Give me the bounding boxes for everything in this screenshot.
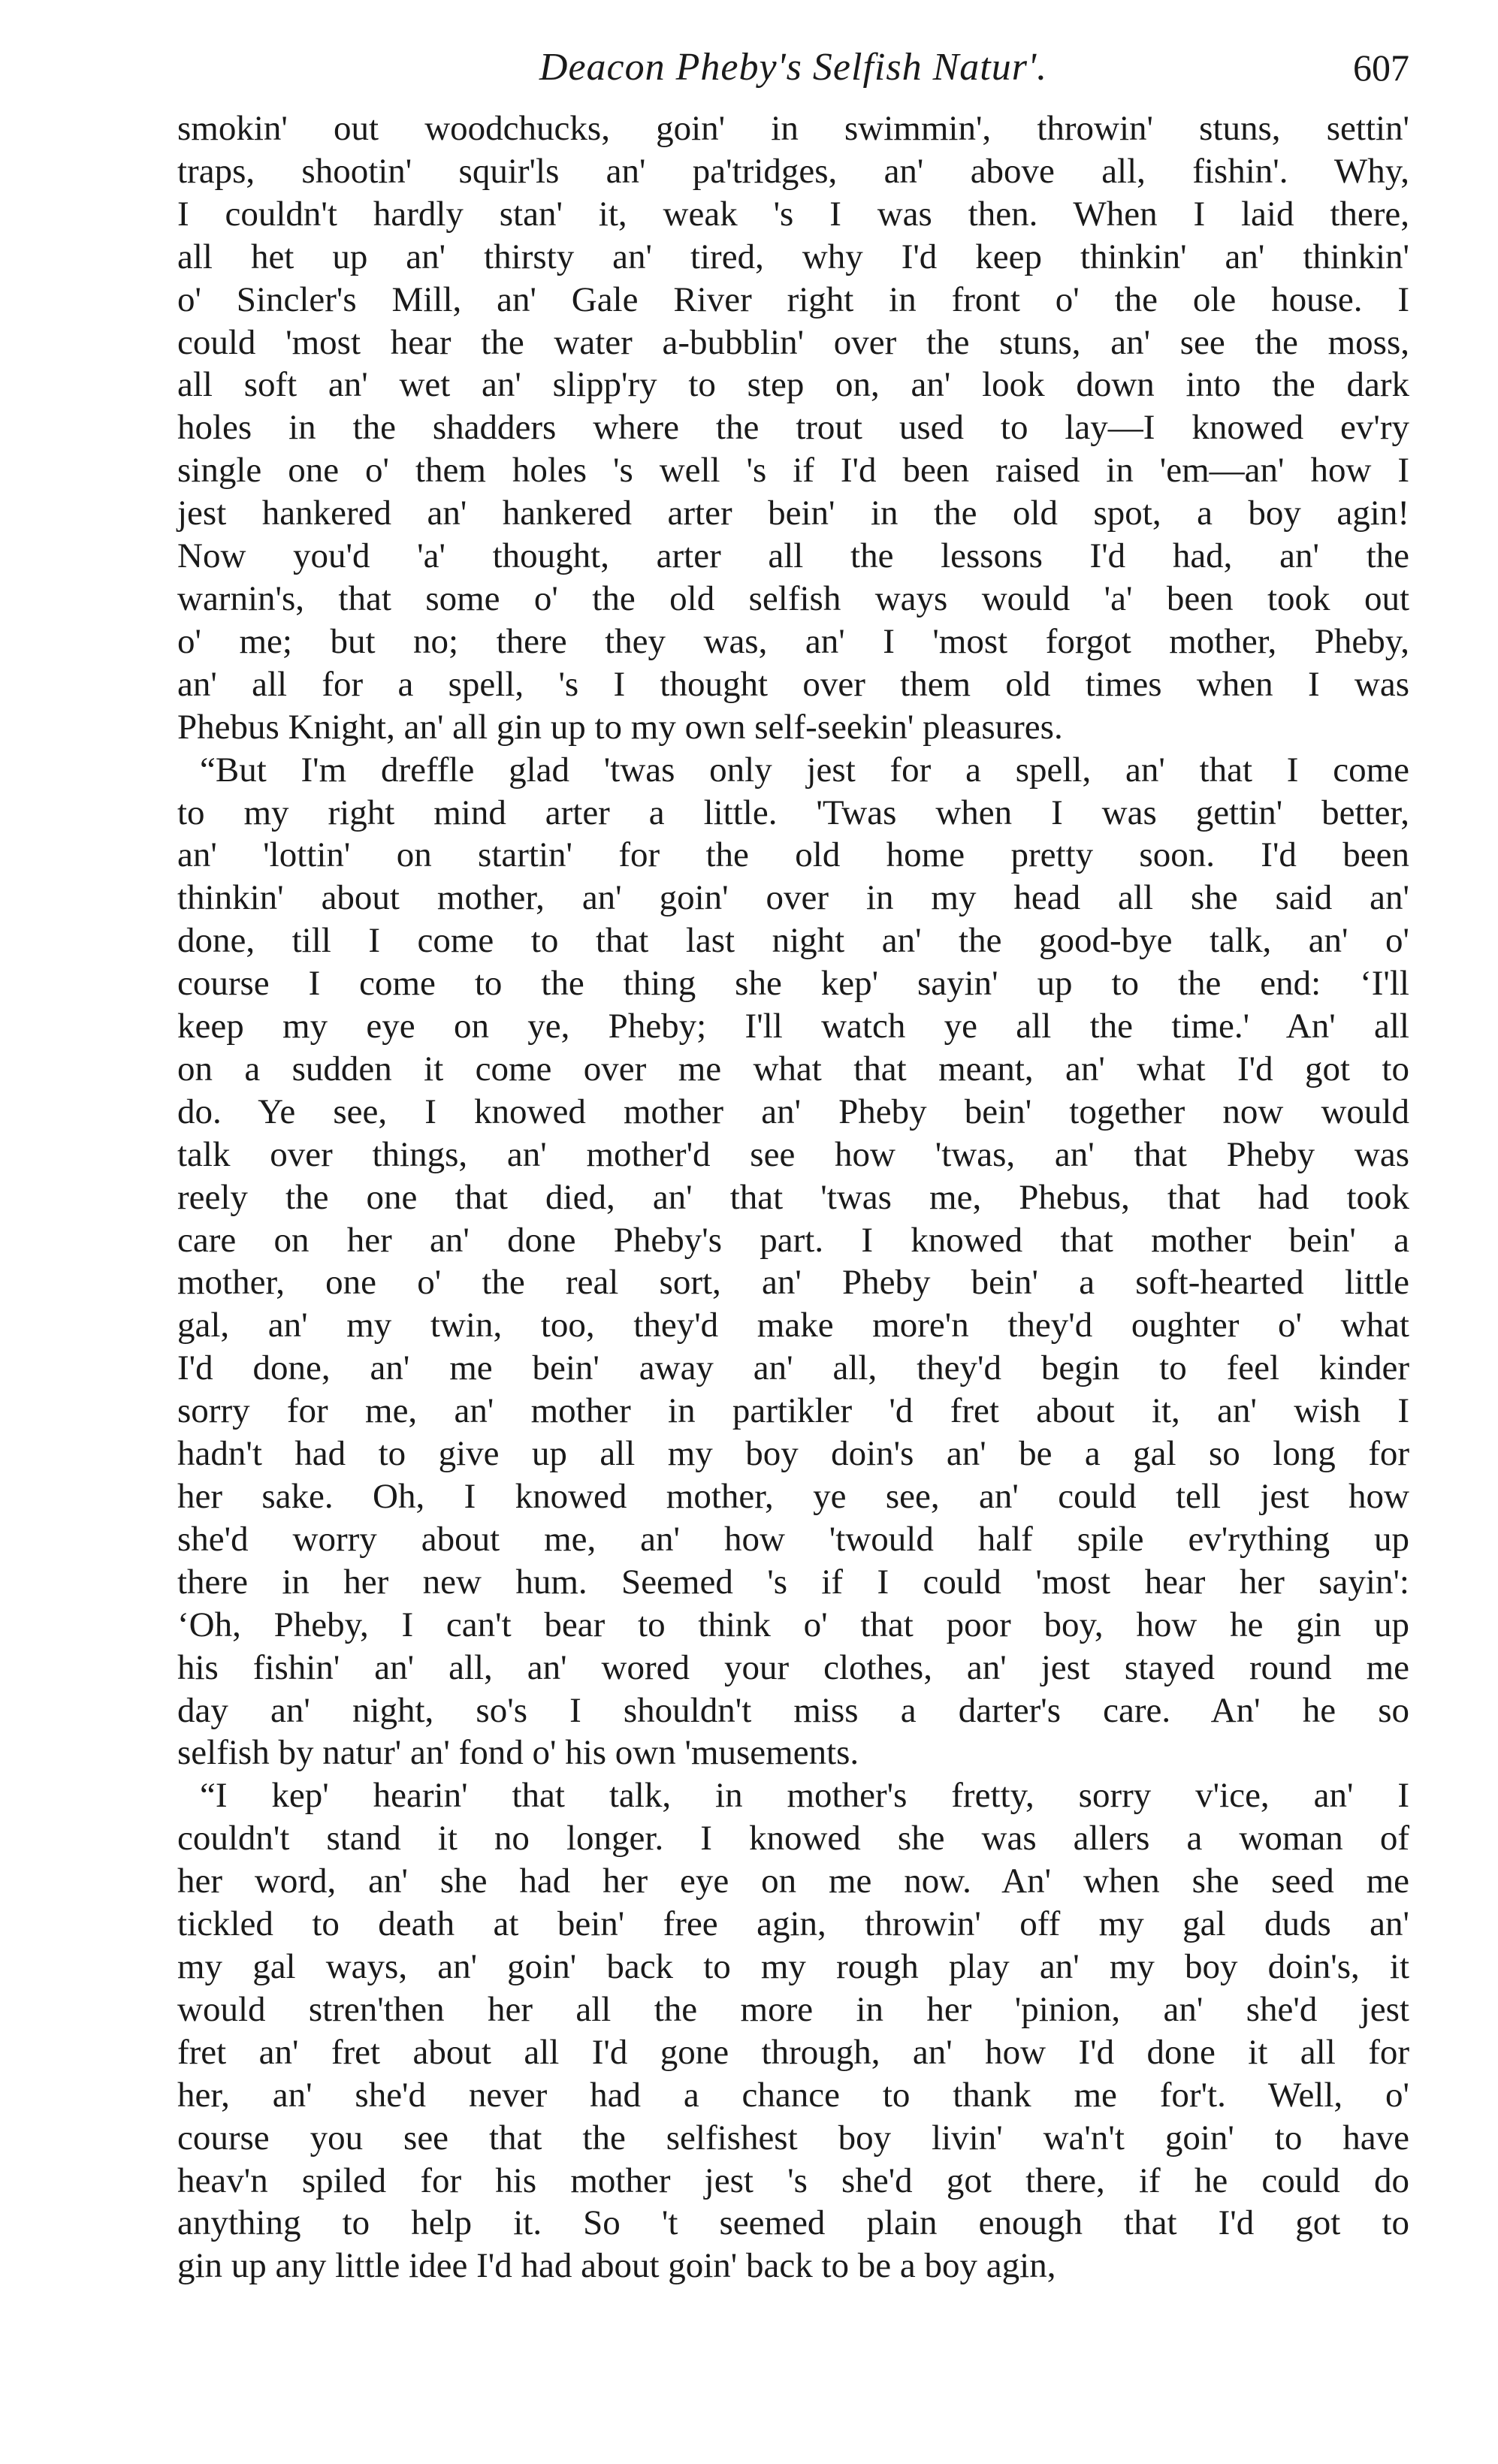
book-page xyxy=(177,41,1409,2287)
text-line: heav'n spiled for his mother jest 's she'd got there, if he could do xyxy=(177,2161,1409,2200)
text-line: could 'most hear the water a-bubblin' over the stuns, an' see the moss, xyxy=(177,322,1409,362)
text-line: to my right mind arter a little. 'Twas when I was gettin' better, xyxy=(177,793,1409,832)
paragraph xyxy=(177,107,1409,749)
text-line: his fishin' an' all, an' wored your clothes, an' jest stayed round me xyxy=(177,1647,1409,1687)
paragraph xyxy=(177,749,1409,1775)
text-line: selfish by natur' an' fond o' his own 'musements. xyxy=(177,1733,859,1773)
paragraph xyxy=(177,1774,1409,2287)
text-line: hadn't had to give up all my boy doin's an' be a gal so long for xyxy=(177,1434,1409,1474)
body-text xyxy=(177,107,1409,2287)
text-line: my gal ways, an' goin' back to my rough play an' my boy doin's, it xyxy=(177,1946,1409,1986)
text-line: her, an' she'd never had a chance to thank me for't. Well, o' xyxy=(177,2075,1409,2115)
text-line: fret an' fret about all I'd gone through, an' how I'd done it all for xyxy=(177,2032,1409,2072)
text-line: mother, one o' the real sort, an' Pheby bein' a soft-hearted little xyxy=(177,1263,1409,1303)
text-line: on a sudden it come over me what that meant, an' what I'd got to xyxy=(177,1049,1409,1089)
page-number: 607 xyxy=(1353,47,1409,89)
text-line: an' 'lottin' on startin' for the old home pretty soon. I'd been xyxy=(177,835,1409,875)
text-line: gal, an' my twin, too, they'd make more'n they'd oughter o' what xyxy=(177,1306,1409,1345)
text-line: reely the one that died, an' that 'twas me, Phebus, that had took xyxy=(177,1177,1409,1217)
page-header xyxy=(177,41,1409,94)
running-title: Deacon Pheby's Selfish Natur'. xyxy=(539,46,1048,89)
text-line: she'd worry about me, an' how 'twould half spile ev'rything up xyxy=(177,1519,1409,1559)
text-line: course you see that the selfishest boy livin' wa'n't goin' to have xyxy=(177,2118,1409,2158)
text-line: I'd done, an' me bein' away an' all, they'd begin to feel kinder xyxy=(177,1348,1409,1388)
text-line: anything to help it. So 't seemed plain enough that I'd got to xyxy=(177,2203,1409,2243)
text-line: couldn't stand it no longer. I knowed she was allers a woman of xyxy=(177,1819,1409,1859)
text-line: day an' night, so's I shouldn't miss a darter's care. An' he so xyxy=(177,1690,1409,1730)
text-line: an' all for a spell, 's I thought over them old times when I was xyxy=(177,664,1409,704)
text-line: Now you'd 'a' thought, arter all the lessons I'd had, an' the xyxy=(177,536,1409,576)
text-line: tickled to death at bein' free agin, throwin' off my gal duds an' xyxy=(177,1904,1409,1944)
text-line: talk over things, an' mother'd see how 'twas, an' that Pheby was xyxy=(177,1134,1409,1174)
text-line: would stren'then her all the more in her 'pinion, an' she'd jest xyxy=(177,1989,1409,2029)
text-line: “I kep' hearin' that talk, in mother's fretty, sorry v'ice, an' I xyxy=(200,1776,1409,1816)
text-line: do. Ye see, I knowed mother an' Pheby bein' together now would xyxy=(177,1092,1409,1131)
text-line: all het up an' thirsty an' tired, why I'd keep thinkin' an' thinkin' xyxy=(177,237,1409,276)
text-line: there in her new hum. Seemed 's if I could 'most hear her sayin': xyxy=(177,1562,1409,1602)
text-line: her word, an' she had her eye on me now. An' when she seed me xyxy=(177,1862,1409,1901)
text-line: sorry for me, an' mother in partikler 'd fret about it, an' wish I xyxy=(177,1391,1409,1431)
text-line: gin up any little idee I'd had about goin' back to be a boy agin, xyxy=(177,2246,1056,2286)
text-line: single one o' them holes 's well 's if I'd been raised in 'em—an' how I xyxy=(177,451,1409,491)
text-line: her sake. Oh, I knowed mother, ye see, an' could tell jest how xyxy=(177,1477,1409,1516)
text-line: Phebus Knight, an' all gin up to my own self-seekin' pleasures. xyxy=(177,707,1063,747)
text-line: course I come to the thing she kep' sayin' up to the end: ‘I'll xyxy=(177,964,1409,1004)
text-line: care on her an' done Pheby's part. I knowed that mother bein' a xyxy=(177,1220,1409,1260)
text-line: I couldn't hardly stan' it, weak 's I was then. When I laid there, xyxy=(177,194,1409,234)
text-line: “But I'm dreffle glad 'twas only jest for a spell, an' that I come xyxy=(200,750,1409,790)
text-line: keep my eye on ye, Pheby; I'll watch ye all the time.' An' all xyxy=(177,1007,1409,1046)
text-line: holes in the shadders where the trout used to lay—I knowed ev'ry xyxy=(177,408,1409,448)
text-line: jest hankered an' hankered arter bein' in the old spot, a boy agin! xyxy=(177,494,1409,533)
text-line: done, till I come to that last night an' the good-bye talk, an' o' xyxy=(177,921,1409,961)
text-line: all soft an' wet an' slipp'ry to step on, an' look down into the dark xyxy=(177,365,1409,405)
text-line: smokin' out woodchucks, goin' in swimmin', throwin' stuns, settin' xyxy=(177,109,1409,148)
text-line: ‘Oh, Pheby, I can't bear to think o' that poor boy, how he gin up xyxy=(177,1605,1409,1644)
text-line: warnin's, that some o' the old selfish ways would 'a' been took out xyxy=(177,578,1409,618)
text-line: o' Sincler's Mill, an' Gale River right in front o' the ole house. I xyxy=(177,279,1409,319)
text-line: thinkin' about mother, an' goin' over in my head all she said an' xyxy=(177,878,1409,918)
text-line: traps, shootin' squir'ls an' pa'tridges, an' above all, fishin'. Why, xyxy=(177,151,1409,191)
text-line: o' me; but no; there they was, an' I 'most forgot mother, Pheby, xyxy=(177,621,1409,661)
